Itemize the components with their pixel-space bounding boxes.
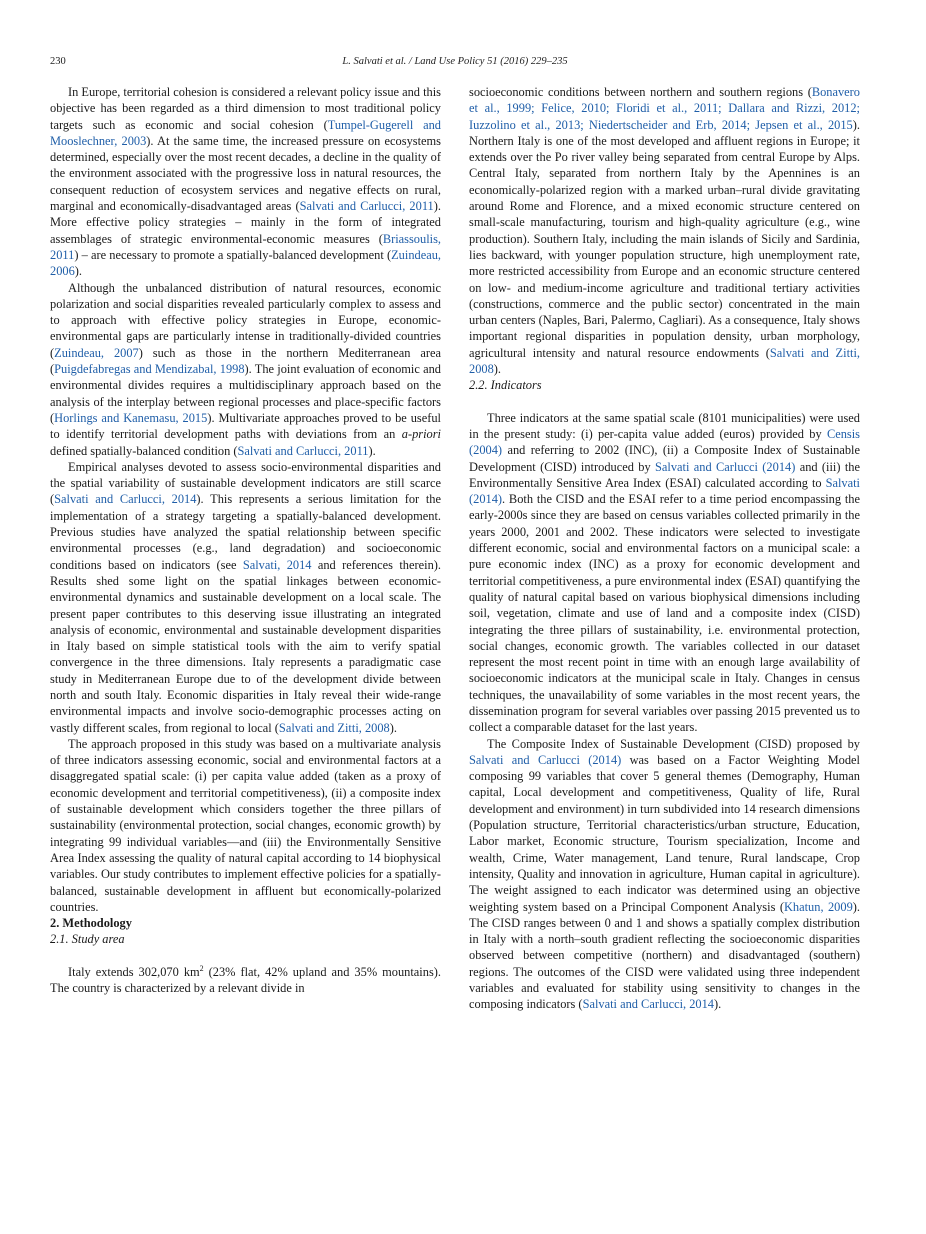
citation-link[interactable]: Briassoulis, 2011 — [50, 231, 441, 262]
citation-link[interactable]: Salvati, 2014 — [242, 557, 312, 572]
citation-link[interactable]: Censis (2004) — [469, 426, 860, 458]
citation-link[interactable]: Salvati and Carlucci, 2011 — [237, 443, 369, 458]
citation-link[interactable]: Salvati and Carlucci (2014) — [469, 752, 622, 767]
citation-link[interactable]: Salvati and Zitti, 2008 — [469, 345, 860, 377]
citation-link[interactable]: Salvati and Zitti, 2008 — [278, 720, 390, 735]
citation-link[interactable]: Khatun, 2009 — [783, 899, 853, 914]
citation-link[interactable]: Puigdefabregas and Mendizabal, 1998 — [54, 362, 245, 377]
citation-link[interactable]: Salvati and Carlucci, 2014 — [54, 492, 197, 507]
citation-link[interactable]: Salvati and Carlucci (2014) — [655, 459, 796, 474]
paragraph-intro-1: In Europe, territorial cohesion is considered a relevant policy issue and this objective has been regarded as a third dimension to most traditional policy targets such as economic and social cohesion (Tumpel-Gugerell and Mooslechner, 2003). At the same time, the increased pressure on ecosystems determined, especially over the most recent decades, a decline in the quality of the environment associated with the progressive loss in natural resources, the consequent reduction of ecosystem services and negative effects on rural, marginal and economically-disadvantaged areas (Salvati and Carlucci, 2011). More effective policy strategies – mainly in the form of integrated assemblages of strategic environmental-economic measures (Briassoulis, 2011) – are necessary to promote a spatially-balanced development (Zuindeau, 2006). — [50, 85, 441, 279]
citation-link[interactable]: Horlings and Kanemasu, 2015 — [54, 410, 208, 425]
emphasis-a-priori: a-priori — [401, 427, 441, 442]
running-header — [50, 55, 860, 71]
paragraph-intro-4: The approach proposed in this study was based on a multivariate analysis of three indicators assessing economic, social and environmental factors at a disaggregated spatial scale: (i) per capita value added (taken as a proxy of economic development and territorial competitiveness), (ii) a composite index of sustainable development which considers together the three pillars of sustainability (environmental protection, social changes, economic growth) by integrating 99 individual variables—and (iii) the Environmentally Sensitive Area Index assessing the quality of natural capital according to 14 biophysical variables. Our study contributes to implement effective policies for a spatially-balanced, sustainable development in affluent but economically-polarized countries. — [50, 736, 441, 914]
citation-link[interactable]: Salvati and Carlucci, 2014 — [582, 997, 715, 1012]
paragraph-indicators-2: The Composite Index of Sustainable Development (CISD) proposed by Salvati and Carlucci (2014) was based on a Factor Weighting Model composing 99 variables that cover 5 general themes (Demography, Human capital, Local development and competitiveness, Quality of life, Rural development and environment) in turn subdivided into 14 research dimensions (Population structure, Territorial characteristics/urban structure, Education, Labor market, Economic structure, Tourism specialization, Income and wealth, Crime, Water management, Land tenure, Rural landscape, Crop intensity, Quality and innovation in agriculture, Human capital in agriculture). The weight assigned to each indicator was determined using an objective weighting system based on a Principal Component Analysis (Khatun, 2009). The CISD ranges between 0 and 1 and shows a spatially complex distribution in Italy with a north–south gradient reflecting the socioeconomic disparities observed between competitive (northern) and disadvantaged (southern) regions. The outcomes of the CISD were validated using three independent variables and evaluated for stability using sensitivity to changes in the composing indicators (Salvati and Carlucci, 2014). — [469, 736, 860, 1012]
citation-link[interactable]: Zuindeau, 2007 — [54, 345, 139, 360]
citation-link[interactable]: Salvati (2014) — [469, 475, 860, 507]
section-title-methodology: 2. Methodology — [50, 916, 132, 931]
paragraph-study-area-cont: socioeconomic conditions between northern and southern regions (Bonavero et al., 1999; Felice, 2010; Floridi et al., 2011; Dallara and Rizzi, 2012; Iuzzolino et al., 2013; Niedertscheider and Erb, 2014; Jepsen et al., 2015). Northern Italy is one of the most developed and affluent regions in Europe; it extends over the Po river valley being separated from central Europe by Alps. Central Italy, separated from northern Italy by the Apennines is an economically-polarized region with a marked urban–rural divide gravitating around Rome and Florence, and a mixed economic structure centered on small-scale manufacturing, tourism and high-quality agriculture (e.g., wine production). Southern Italy, including the main islands of Sicily and Sardinia, lies backward, with younger population structure, high unemployment rate, more restricted accessibility from Europe and an economic structure centered on low- and medium-income agriculture and traditional tertiary activities (constructions, commerce and the public sector) concentrated in the main urban centers (Naples, Bari, Palermo, Cagliari). As a consequence, Italy shows important regional disparities in population density, urban morphology, agricultural intensity and natural resource endowments (Salvati and Zitti, 2008). — [469, 85, 860, 377]
subsection-title-indicators: 2.2. Indicators — [469, 378, 542, 393]
paragraph-study-area: Italy extends 302,070 $km^2$ (23% flat, 42% upland and 35% mountains). The country is characterized by a relevant divide in — [50, 963, 441, 996]
citation-link[interactable]: Tumpel-Gugerell and Mooslechner, 2003 — [50, 117, 441, 148]
page-number: 230 — [50, 56, 66, 67]
subsection-title-study-area: 2.1. Study area — [50, 932, 125, 947]
citation-link[interactable]: Zuindeau, 2006 — [50, 247, 441, 279]
citation-link[interactable]: Salvati and Carlucci, 2011 — [299, 199, 434, 214]
right-column — [469, 84, 860, 1013]
paragraph-indicators-1: Three indicators at the same spatial scale (8101 municipalities) were used in the present study: (i) per-capita value added (euros) provided by Censis (2004) and referring to 2002 (INC), (ii) a Composite Index of Sustainable Development (CISD) introduced by Salvati and Carlucci (2014) and (iii) the Environmentally Sensitive Area Index (ESAI) calculated according to Salvati (2014). Both the CISD and the ESAI refer to a time period encompassing the early-2000s since they are based on census variables collected primarily in the years 2000, 2001 and 2002. These indicators were selected to investigate different economic, social and environmental factors on a municipal scale: a pure economic index (INC) as a proxy for economic development and territorial competitiveness, a pure environmental index (ESAI) quantifying the quality of natural capital based on various biophysical dimensions including soil, vegetation, climate and use of land and a composite index (CISD) integrating the three pillars of sustainability, i.e. environmental protection, social changes, economic growth. The variables collected in our dataset represent the most recent point in time with an enough large availability of socioeconomic indicators at the municipal scale in Italy. Changes in census techniques, the unavailability of some variables in the most recent years, the dissemination program for several variables over passing 2015 prevented us to collect a comparable dataset for the last years. — [469, 410, 860, 735]
citation-link[interactable]: Bonavero et al., 1999; Felice, 2010; Floridi et al., 2011; Dallara and Rizzi, 2012; Iuzzolino et al., 2013; Niedertscheider and Erb, 2014; Jepsen et al., 2015 — [469, 85, 860, 132]
paragraph-intro-3: Empirical analyses devoted to assess socio-environmental disparities and the spatial variability of sustainable development indicators are still scarce (Salvati and Carlucci, 2014). This represents a serious limitation for the implementation of a strategy targeting a spatially-balanced development. Previous studies have analyzed the spatial relationship between specific environmental processes (e.g., land degradation) and socioeconomic conditions based on indicators (see Salvati, 2014 and references therein). Results shed some light on the spatial linkages between economic-environmental dynamics and sustainable development on a local scale. The present paper contributes to this deserving issue illustrating an integrated analysis of economic, environmental and sustainable development disparities in Italy based on simple statistical tools with the aim to verify spatial convergence in the three dimensions. Italy represents a paradigmatic case study in Mediterranean Europe due to of the development divide between north and south Italy. Economic disparities in Italy reveal their wide-range environmental impacts and involve socio-demographic processes acting on vastly different scales, from regional to local (Salvati and Zitti, 2008). — [50, 459, 441, 735]
left-column — [50, 84, 441, 996]
paragraph-intro-2: Although the unbalanced distribution of natural resources, economic polarization and social disparities revealed particularly complex to assess and to approach with effective policy strategies in Europe, economic-environmental gaps are particularly intense in traditionally-divided countries (Zuindeau, 2007) such as those in the northern Mediterranean area (Puigdefabregas and Mendizabal, 1998). The joint evaluation of economic and environmental divides requires a multidisciplinary approach based on the analysis of the interplay between regional processes and place-specific factors (Horlings and Kanemasu, 2015). Multivariate approaches proved to be useful to identify territorial development paths with deviations from an a-priori defined spatially-balanced condition (Salvati and Carlucci, 2011). — [50, 280, 441, 458]
journal-reference: L. Salvati et al. / Land Use Policy 51 (2016) 229–235 — [342, 56, 568, 67]
